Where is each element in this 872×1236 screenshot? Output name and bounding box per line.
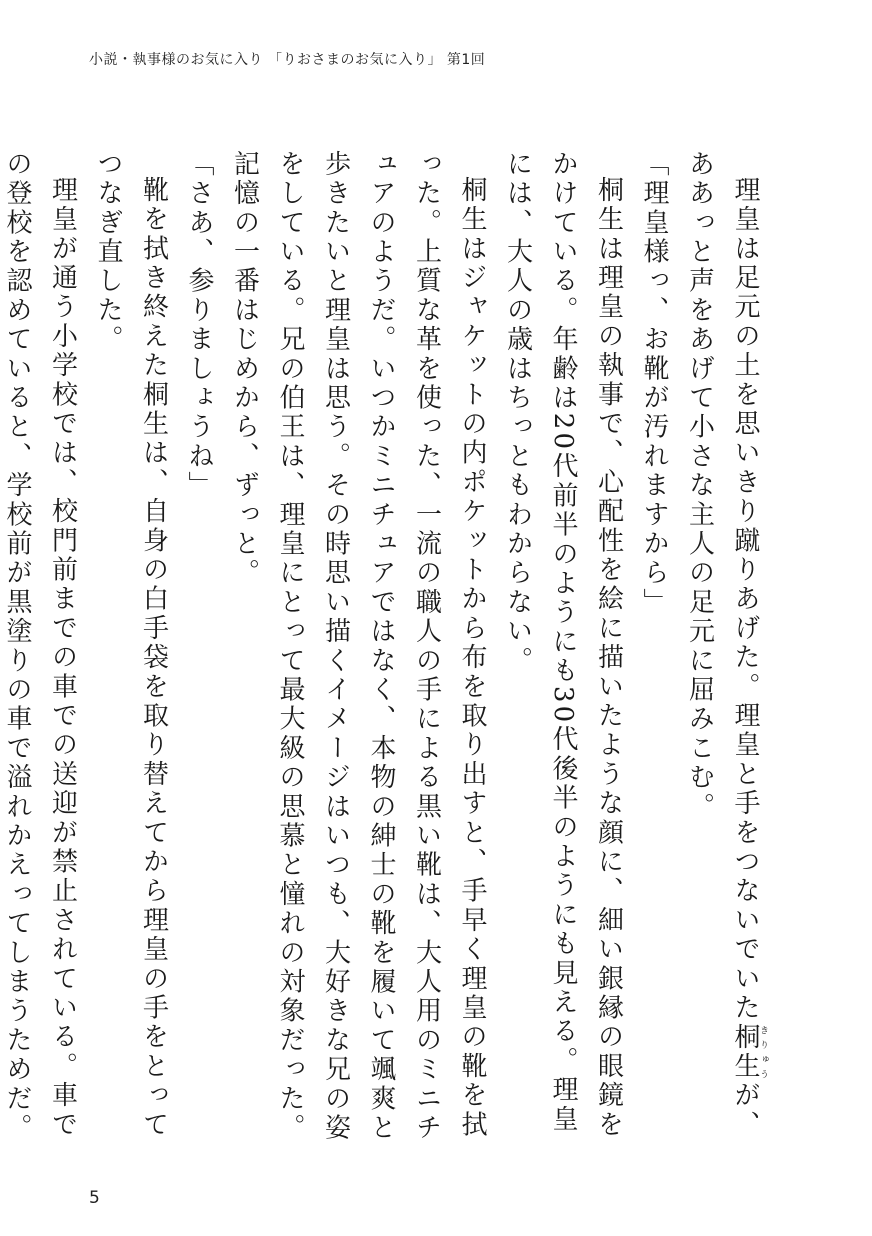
text-segment: 理皇が通う小学校では、校門前までの車での送迎が禁止されている。車での登校を認めていると、学校前が黒塗りの車で溢れかえってしまうためだ。 xyxy=(2,150,78,1143)
paragraph-3: 桐生は理皇の執事で、心配性を絵に描いたような顔に、細い銀縁の眼鏡をかけている。年齢は20代前半のようにも30代後半のようにも見える。理皇には、大人の歳はちっともわからない。 xyxy=(502,150,624,1140)
ruby-kiryu xyxy=(730,1022,768,1082)
vertical-body-text xyxy=(2,150,768,1150)
paragraph-4: 桐生はジャケットの内ポケットから布を取り出すと、手早く理皇の靴を拭った。上質な革を使った、一流の職人の手による黒い靴は、大人用のミニチュアのようだ。いつかミニチュアではなく、本物の紳士の靴を履いて颯爽と歩きたいと理皇は思う。その時思い描くイメージはいつも、大好きな兄の姿をしている。兄の伯王は、理皇にとって最大級の思慕と憧れの対象だった。記憶の一番はじめから、ずっと。 xyxy=(229,150,487,1143)
page-number: 5 xyxy=(89,1188,100,1208)
ruby-base: 桐生 xyxy=(730,1022,760,1082)
paragraph-5-dialogue: 「さあ、参りましょうね」 xyxy=(184,150,214,501)
text-segment: が、ああっと声をあげて小さな主人の足元に屈みこむ。 xyxy=(684,150,760,1140)
running-title: 小説・執事様のお気に入り 「りおさまのお気に入り」 第1回 xyxy=(89,52,486,68)
paragraph-2-dialogue: 「理皇様っ、お靴が汚れますから」 xyxy=(639,150,669,618)
ruby-reading: きりゅう xyxy=(758,1022,768,1082)
paragraph-7 xyxy=(0,150,85,1150)
paragraph-6: 靴を拭き終えた桐生は、自身の白手袋を取り替えてから理皇の手をとってつなぎ直した。 xyxy=(93,150,169,1140)
text-segment: 理皇は足元の土を思いきり蹴りあげた。理皇と手をつないでいた xyxy=(730,176,760,1023)
paragraph-1 xyxy=(676,150,768,1150)
